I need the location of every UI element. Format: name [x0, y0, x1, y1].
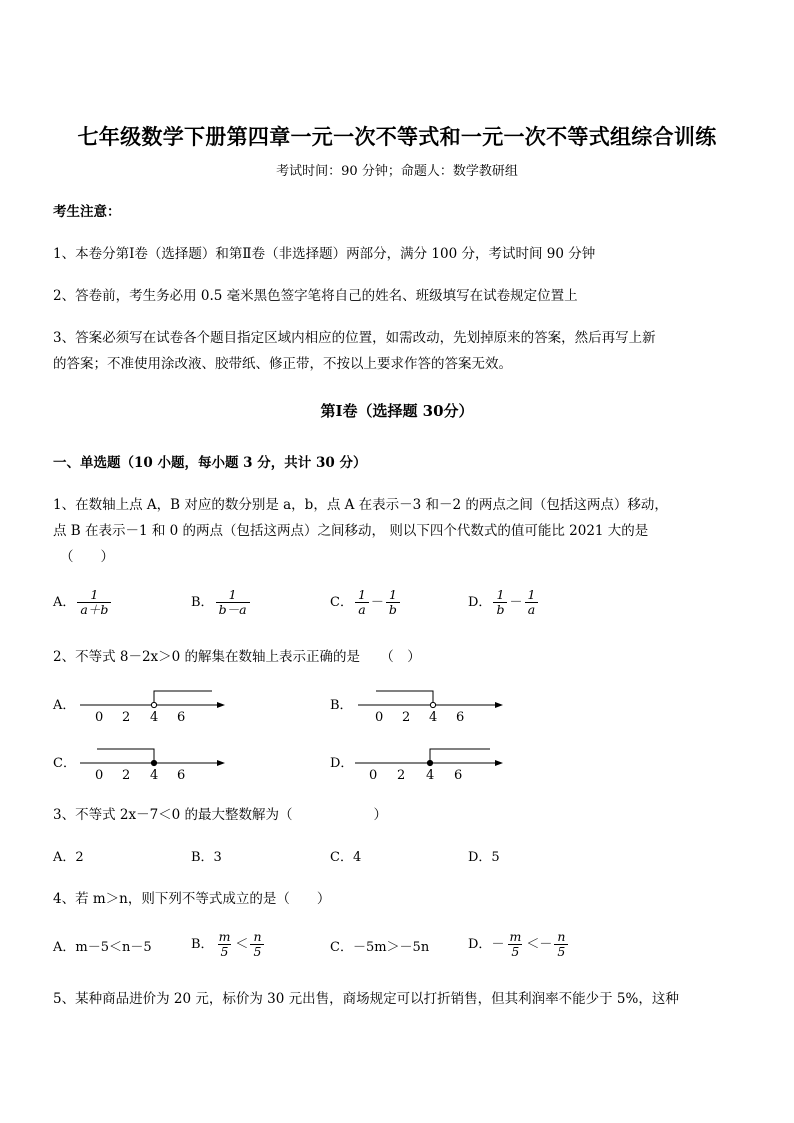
tick-labels — [95, 768, 185, 780]
option-label: A． — [53, 595, 76, 610]
fraction-numerator: n — [253, 929, 262, 944]
tick-label: 4 — [426, 768, 435, 780]
fraction-numerator: 1 — [357, 587, 366, 602]
operator: ＜ — [235, 937, 249, 952]
exam-subtitle: 考试时间：90 分钟；命题人：数学教研组 — [276, 164, 518, 179]
tick-label: 0 — [369, 768, 378, 780]
option-label: D． — [468, 937, 492, 952]
q1-option-a — [53, 588, 113, 617]
tick-label: 2 — [402, 710, 411, 725]
option-label: B． — [330, 698, 353, 713]
tick-label: 4 — [429, 710, 438, 725]
tick-label: 0 — [375, 710, 384, 725]
notice-item: 的答案；不准使用涂改液、胶带纸、修正带，不按以上要求作答的答案无效。 — [53, 356, 512, 372]
notice-item: 1、本卷分第Ⅰ卷（选择题）和第Ⅱ卷（非选择题）两部分，满分 100 分，考试时间 90 分钟 — [53, 246, 596, 262]
q4-option-d — [468, 930, 570, 959]
tick-label: 6 — [456, 710, 465, 725]
question-1-text: 点 B 在表示－1 和 0 的两点（包括这两点）之间移动， 则以下四个代数式的值可能比 2021 大的是 — [53, 523, 649, 539]
fraction-denominator: b－a — [216, 602, 250, 617]
option-label: C． — [330, 595, 353, 610]
operator: － — [491, 937, 505, 952]
question-5-text: 5、某种商品进价为 20 元，标价为 30 元出售，商场规定可以打折销售，但其利润率不能少于 5%，这种 — [53, 991, 679, 1007]
q3-option-a: A．2 — [53, 850, 84, 865]
operator: － — [370, 595, 384, 610]
tick-label: 2 — [122, 768, 131, 780]
option-label: C． — [330, 940, 353, 955]
tick-labels — [375, 710, 464, 725]
page-title: 七年级数学下册第四章一元一次不等式和一元一次不等式组综合训练 — [77, 124, 717, 149]
operator: － — [509, 595, 523, 610]
q3-option-c: C．4 — [330, 850, 362, 865]
question-1-text: 1、在数轴上点 A，B 对应的数分别是 a，b，点 A 在表示－3 和－2 的两点之间（包括这两点）移动， — [53, 497, 668, 513]
option-label: D． — [468, 595, 492, 610]
notice-item: 2、答卷前，考生务必用 0.5 毫米黑色签字笔将自己的姓名、班级填写在试卷规定位置上 — [53, 288, 578, 304]
option-expression: －5m＞－5n — [352, 940, 430, 955]
q4-option-c — [330, 936, 429, 955]
fraction-numerator: 1 — [388, 587, 397, 602]
q2-number-line-options — [0, 680, 794, 780]
fraction-numerator: n — [557, 929, 566, 944]
fraction-denominator: 5 — [554, 944, 568, 959]
question-2-text: 2、不等式 8－2x＞0 的解集在数轴上表示正确的是 （ ） — [53, 649, 421, 665]
operator: ＜－ — [526, 937, 553, 952]
fraction-numerator: 1 — [496, 587, 505, 602]
tick-label: 6 — [454, 768, 463, 780]
fraction-denominator: 5 — [218, 944, 232, 959]
fraction-denominator: a — [355, 602, 368, 617]
question-3-text: 3、不等式 2x－7＜0 的最大整数解为（ ） — [53, 807, 388, 823]
notice-heading: 考生注意： — [53, 204, 121, 220]
option-label: B． — [191, 937, 214, 952]
open-point — [151, 702, 156, 707]
option-label: A． — [53, 698, 76, 713]
arrow-head-icon — [217, 702, 225, 708]
option-label: A． — [53, 940, 76, 955]
tick-label: 4 — [150, 710, 159, 725]
closed-point — [427, 760, 432, 765]
fraction-denominator: 5 — [250, 944, 264, 959]
tick-label: 0 — [95, 710, 104, 725]
arrow-head-icon — [217, 760, 225, 766]
fraction-denominator: b — [386, 602, 400, 617]
fraction-denominator: a＋b — [77, 602, 111, 617]
fraction-numerator: 1 — [228, 587, 237, 602]
fraction-numerator: m — [509, 929, 522, 944]
tick-labels — [369, 768, 462, 780]
open-point — [430, 702, 435, 707]
option-label: B． — [191, 595, 214, 610]
q1-option-d — [468, 588, 540, 617]
option-label: C． — [53, 756, 76, 771]
option-label: D． — [330, 756, 354, 771]
option-expression: m－5＜n－5 — [75, 940, 152, 955]
solution-bracket — [154, 691, 212, 705]
closed-point — [151, 760, 156, 765]
q1-option-c — [330, 588, 402, 617]
fraction-numerator: 1 — [527, 587, 536, 602]
tick-labels — [95, 710, 185, 725]
notice-item: 3、答案必须写在试卷各个题目指定区域内相应的位置，如需改动，先划掉原来的答案，然后再写上新 — [53, 330, 656, 346]
solution-bracket — [97, 749, 154, 763]
fraction-denominator: b — [493, 602, 507, 617]
q3-option-d: D．5 — [468, 850, 500, 865]
fraction-denominator: a — [525, 602, 538, 617]
fraction-numerator: 1 — [90, 587, 99, 602]
q1-option-b — [191, 588, 252, 617]
solution-bracket — [376, 691, 433, 705]
fraction-denominator: 5 — [508, 944, 522, 959]
tick-label: 2 — [397, 768, 406, 780]
tick-label: 6 — [177, 710, 186, 725]
fraction-numerator: m — [218, 929, 231, 944]
tick-label: 6 — [177, 768, 186, 780]
part-heading: 一、单选题（10 小题，每小题 3 分，共计 30 分） — [53, 455, 367, 471]
question-4-text: 4、若 m＞n，则下列不等式成立的是（ ） — [53, 891, 331, 907]
solution-bracket — [430, 749, 490, 763]
q4-option-a — [53, 936, 152, 955]
q4-option-b — [191, 930, 267, 959]
arrow-head-icon — [495, 760, 503, 766]
tick-label: 4 — [150, 768, 159, 780]
arrow-head-icon — [495, 702, 503, 708]
question-1-answer-blank: （ ） — [60, 549, 114, 565]
tick-label: 2 — [122, 710, 131, 725]
section-title: 第Ⅰ卷（选择题 30分） — [320, 402, 474, 420]
q3-option-b: B．3 — [191, 850, 222, 865]
tick-label: 0 — [95, 768, 104, 780]
